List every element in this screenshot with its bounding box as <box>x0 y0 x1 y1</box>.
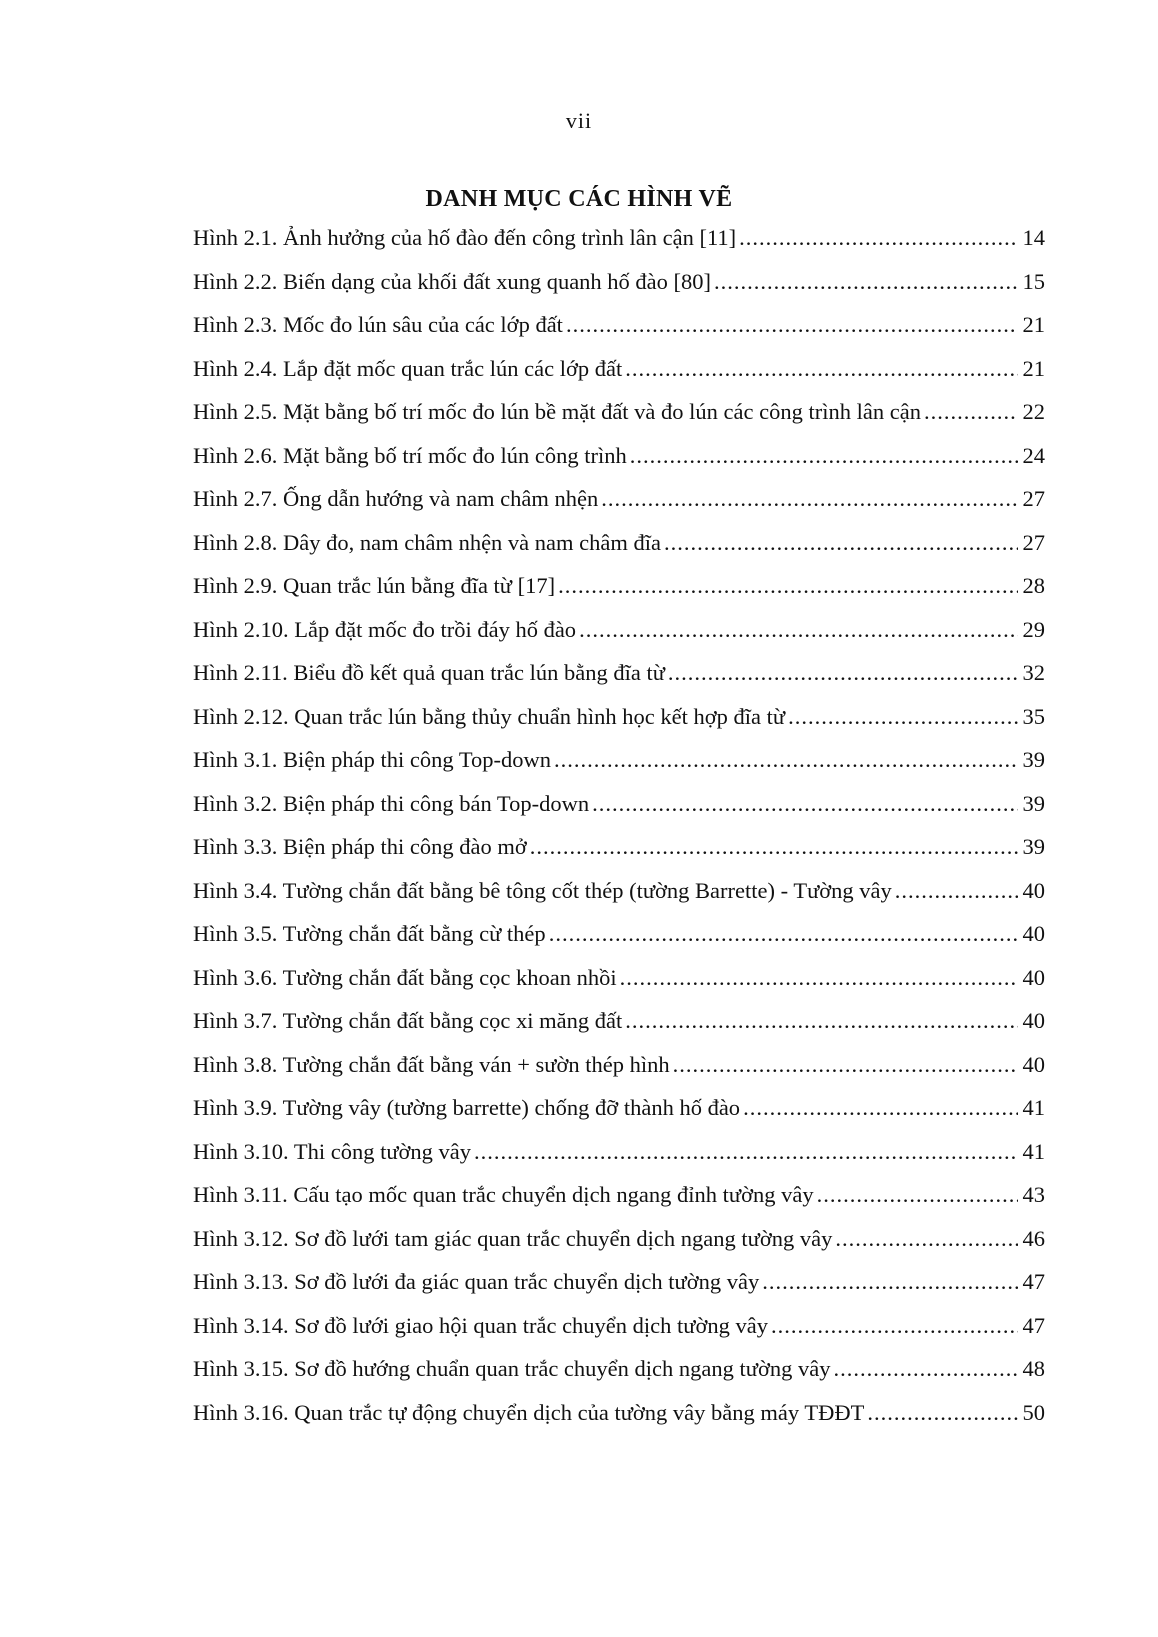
figure-caption: Hình 3.12. Sơ đồ lưới tam giác quan trắc chuyển dịch ngang tường vây <box>193 1225 833 1251</box>
figure-page-number: 40 <box>1022 1008 1045 1033</box>
dot-leader <box>566 309 1018 341</box>
figure-page-number: 47 <box>1022 1269 1045 1294</box>
figure-page-number: 35 <box>1022 703 1045 729</box>
figure-caption: Hình 3.13. Sơ đồ lưới đa giác quan trắc chuyển dịch tường vây <box>193 1269 760 1294</box>
dot-leader <box>579 614 1018 646</box>
dot-leader <box>788 701 1018 733</box>
figure-page-number: 39 <box>1022 747 1045 772</box>
page-title: DANH MỤC CÁC HÌNH VẼ <box>425 186 733 212</box>
figure-caption: Hình 2.12. Quan trắc lún bằng thủy chuẩn hình học kết hợp đĩa từ <box>193 703 786 729</box>
figure-page-number: 21 <box>1022 312 1045 337</box>
dot-leader <box>673 1049 1018 1081</box>
figure-list-item <box>193 1266 1045 1310</box>
figure-page-number: 50 <box>1022 1399 1045 1425</box>
dot-leader <box>625 1005 1018 1037</box>
figure-list-item <box>193 483 1045 527</box>
figure-page-number: 15 <box>1022 268 1045 294</box>
figure-list-item <box>193 396 1045 440</box>
figure-page-number: 28 <box>1022 573 1045 598</box>
figure-page-number: 24 <box>1022 442 1045 468</box>
figure-caption: Hình 2.4. Lắp đặt mốc quan trắc lún các lớp đất <box>193 355 623 381</box>
figure-page-number: 14 <box>1022 225 1045 250</box>
figure-caption: Hình 2.1. Ảnh hưởng của hố đào đến công trình lân cận [11] <box>193 225 737 250</box>
page-number: vii <box>565 108 593 133</box>
figure-caption: Hình 3.16. Quan trắc tự động chuyển dịch của tường vây bằng máy TĐĐT <box>193 1399 865 1425</box>
figure-list-item <box>193 831 1045 875</box>
dot-leader <box>592 788 1018 820</box>
figure-page-number: 40 <box>1022 877 1045 903</box>
dot-leader <box>549 918 1018 950</box>
figure-list-item <box>193 1353 1045 1397</box>
figure-page-number: 47 <box>1022 1312 1045 1338</box>
figure-page-number: 40 <box>1022 964 1045 990</box>
dot-leader <box>668 657 1018 689</box>
figure-page-number: 48 <box>1022 1356 1045 1381</box>
figure-caption: Hình 3.14. Sơ đồ lưới giao hội quan trắc chuyển dịch tường vây <box>193 1312 768 1338</box>
dot-leader <box>625 353 1018 385</box>
figure-list-item <box>193 353 1045 397</box>
dot-leader <box>743 1092 1018 1124</box>
figure-caption: Hình 2.5. Mặt bằng bố trí mốc đo lún bề mặt đất và đo lún các công trình lân cận <box>193 399 921 424</box>
figure-list-item <box>193 1223 1045 1267</box>
figure-list <box>193 222 1045 1440</box>
figure-caption: Hình 3.15. Sơ đồ hướng chuẩn quan trắc chuyển dịch ngang tường vây <box>193 1356 831 1381</box>
dot-leader <box>530 831 1018 863</box>
figure-page-number: 29 <box>1022 616 1045 642</box>
figure-page-number: 27 <box>1022 486 1045 511</box>
figure-list-item <box>193 744 1045 788</box>
figure-caption: Hình 2.9. Quan trắc lún bằng đĩa từ [17] <box>193 573 556 598</box>
figure-list-item <box>193 222 1045 266</box>
figure-list-item <box>193 570 1045 614</box>
figure-list-item <box>193 1136 1045 1180</box>
figure-page-number: 40 <box>1022 1051 1045 1077</box>
dot-leader <box>664 527 1018 559</box>
figure-list-item <box>193 657 1045 701</box>
figure-list-item <box>193 266 1045 310</box>
figure-page-number: 22 <box>1022 399 1045 424</box>
figure-caption: Hình 2.6. Mặt bằng bố trí mốc đo lún công trình <box>193 442 627 468</box>
figure-page-number: 21 <box>1022 355 1045 381</box>
dot-leader <box>895 875 1018 907</box>
dot-leader <box>762 1266 1018 1298</box>
dot-leader <box>630 440 1018 472</box>
figure-list-item <box>193 614 1045 658</box>
figure-list-item <box>193 309 1045 353</box>
figure-caption: Hình 3.6. Tường chắn đất bằng cọc khoan nhồi <box>193 964 617 990</box>
figure-list-item <box>193 875 1045 919</box>
dot-leader <box>601 483 1018 515</box>
figure-caption: Hình 2.8. Dây đo, nam châm nhện và nam châm đĩa <box>193 529 661 555</box>
dot-leader <box>714 266 1018 298</box>
figure-caption: Hình 3.4. Tường chắn đất bằng bê tông cốt thép (tường Barrette) - Tường vây <box>193 877 892 903</box>
figure-page-number: 27 <box>1022 529 1045 555</box>
figure-list-item <box>193 1397 1045 1441</box>
figure-list-item <box>193 918 1045 962</box>
dot-leader <box>620 962 1018 994</box>
figure-page-number: 39 <box>1022 790 1045 816</box>
figure-list-item <box>193 1179 1045 1223</box>
figure-caption: Hình 3.1. Biện pháp thi công Top-down <box>193 747 551 772</box>
figure-caption: Hình 2.11. Biểu đồ kết quả quan trắc lún bằng đĩa từ <box>193 660 665 685</box>
dot-leader <box>771 1310 1018 1342</box>
figure-caption: Hình 3.7. Tường chắn đất bằng cọc xi măng đất <box>193 1008 623 1033</box>
dot-leader <box>739 222 1018 254</box>
figure-caption: Hình 3.9. Tường vây (tường barrette) chống đỡ thành hố đào <box>193 1095 741 1120</box>
dot-leader <box>924 396 1018 428</box>
figure-caption: Hình 2.7. Ống dẫn hướng và nam châm nhện <box>193 486 599 511</box>
figure-list-item <box>193 527 1045 571</box>
figure-list-item <box>193 788 1045 832</box>
figure-list-item <box>193 1005 1045 1049</box>
figure-page-number: 32 <box>1022 660 1045 685</box>
figure-list-item <box>193 440 1045 484</box>
dot-leader <box>833 1353 1018 1385</box>
dot-leader <box>474 1136 1018 1168</box>
dot-leader <box>558 570 1018 602</box>
figure-page-number: 39 <box>1022 834 1045 859</box>
figure-list-item <box>193 701 1045 745</box>
figure-caption: Hình 2.10. Lắp đặt mốc đo trồi đáy hố đào <box>193 616 577 642</box>
figure-list-item <box>193 1310 1045 1354</box>
figure-caption: Hình 2.3. Mốc đo lún sâu của các lớp đất <box>193 312 563 337</box>
figure-list-item <box>193 1049 1045 1093</box>
figure-caption: Hình 2.2. Biến dạng của khối đất xung quanh hố đào [80] <box>193 268 712 294</box>
dot-leader <box>817 1179 1018 1211</box>
figure-caption: Hình 3.11. Cấu tạo mốc quan trắc chuyển dịch ngang đỉnh tường vây <box>193 1182 814 1207</box>
dot-leader <box>554 744 1018 776</box>
figure-caption: Hình 3.2. Biện pháp thi công bán Top-down <box>193 790 590 816</box>
figure-page-number: 41 <box>1022 1138 1045 1164</box>
figure-caption: Hình 3.10. Thi công tường vây <box>193 1138 472 1164</box>
figure-caption: Hình 3.5. Tường chắn đất bằng cừ thép <box>193 921 546 946</box>
figure-list-item <box>193 962 1045 1006</box>
figure-page-number: 43 <box>1022 1182 1045 1207</box>
dot-leader <box>835 1223 1018 1255</box>
figure-caption: Hình 3.3. Biện pháp thi công đào mở <box>193 834 527 859</box>
figure-caption: Hình 3.8. Tường chắn đất bằng ván + sườn thép hình <box>193 1051 670 1077</box>
figure-page-number: 40 <box>1022 921 1045 946</box>
figure-page-number: 46 <box>1022 1225 1045 1251</box>
dot-leader <box>867 1397 1018 1429</box>
figure-page-number: 41 <box>1022 1095 1045 1120</box>
figure-list-item <box>193 1092 1045 1136</box>
